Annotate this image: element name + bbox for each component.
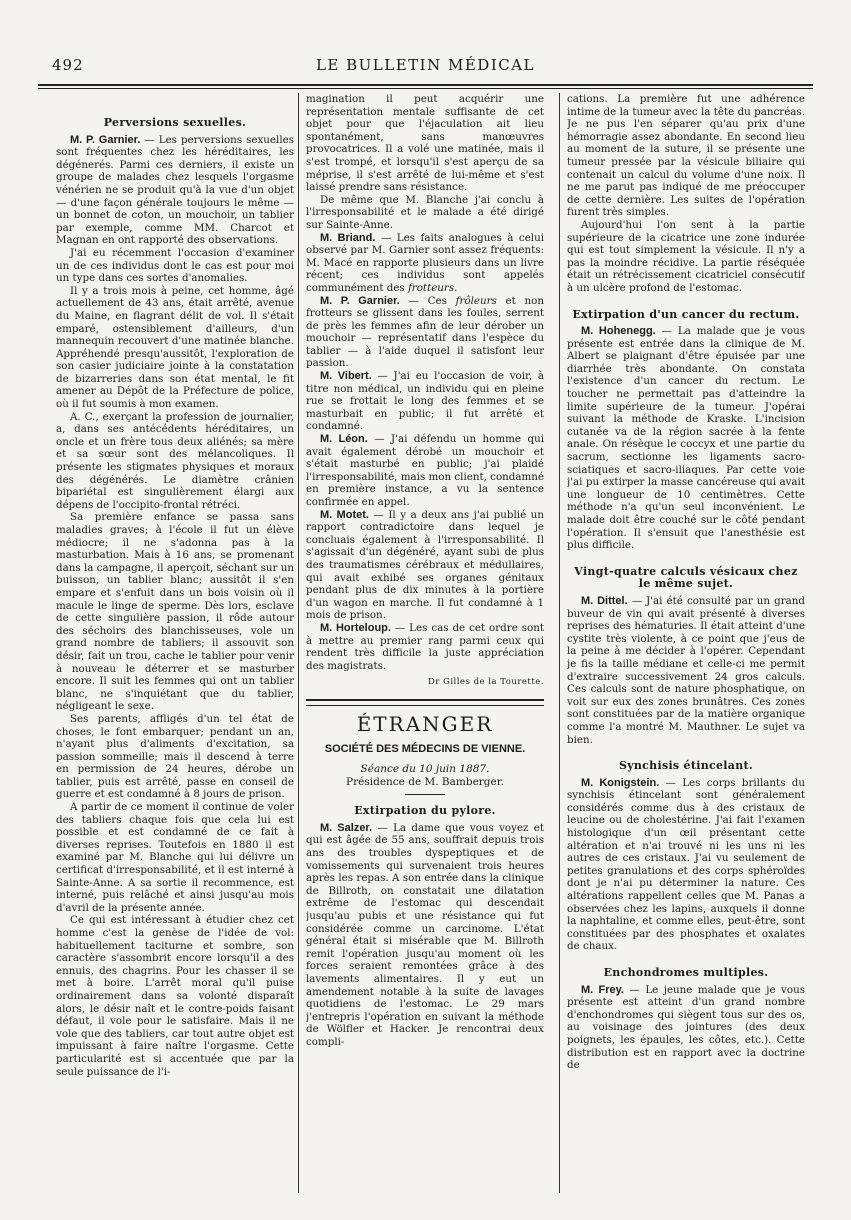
section-heading-etranger: ÉTRANGER	[356, 711, 494, 736]
speaker-name: M. Motet.	[320, 508, 369, 521]
paragraph: cations. La première fut une adhérence intime de la tumeur avec la tête du pancréas. Je ne pus l'en séparer qu'au prix d'une hémorragie assez abondante. En second lieu au moment de la suture, il se présente une tumeur pressée par la vésicule biliaire qui contenait un calcul du volume d'une noix. Il ne me parut pas indiqué de me préoccuper de cette dernière. Les suites de l'opération furent très simples.	[567, 93, 805, 219]
paragraph: Aujourd'hui l'on sent à la partie supérieure de la cicatrice une zone indurée qui est tout simplement la vésicule. Il n'y a pas la moindre récidive. La partie réséquée était un rétrécissement cicatriciel consécutif à un ulcère profond de l'estomac.	[567, 218, 805, 294]
paragraph-text: — Les corps brillants du synchisis étincelant sont généralement considérés comme dus à des cristaux de leucine ou de cholestérine. J'ai fait l'examen histologique d'un œil présentant cette altération et n'ai trouvé ni les uns ni les autres de ces cristaux. J'ai vu seulement de petites granulations et des corps sphéroïdes dont je n'ai pu déterminer la nature. Ces altérations rappellent celles que M. Panas a observées chez les lapins, auxquels il donne la naphtaline, et comme elles, peut-être, sont constituées par des phosphates et oxalates de chaux.	[567, 776, 805, 953]
page-header	[38, 56, 813, 78]
paragraph: A partir de ce moment il continue de voler des tabliers chaque fois que cela lui est possible et est condamné de ce fait à diverses reprises. Toutefois en 1880 il est examiné par M. Blanche qui lui délivre un certificat d'irresponsabilité, et il est interné à Sainte-Anne. A sa sortie il recommence, est interné, puis relâché et ainsi jusqu'au mois d'avril de la présente année.	[56, 801, 294, 914]
paragraph	[567, 777, 805, 953]
paragraph	[306, 295, 544, 371]
speaker-name: M. P. Garnier.	[320, 294, 400, 307]
speaker-name: M. Salzer.	[320, 821, 373, 834]
paragraph-text: — Les perversions sexuelles sont fréquentes chez les héréditaires, les dégénerés. Parmi ces derniers, il existe un groupe de malades chez lesquels l'orgasme vénérien ne se produit qu'à la vue d'un objet — d'une façon générale toujours le même — un bonnet de coton, un mouchoir, un tablier par exemple, comme MM. Charcot et Magnan en ont rapporté des observations.	[56, 133, 294, 247]
paragraph	[567, 325, 805, 552]
section-rule	[306, 705, 544, 706]
paragraph-text: — Il y a deux ans j'ai publié un rapport contradictoire dans lequel je concluais également à l'irresponsabilité. Il s'agissait d'un dégénéré, ayant subi de plus des traumatismes cérébraux et médullaires, qui avait exhibé ses organes génitaux pendant plus de dix minutes à la portière d'un wagon en marche. Il fut condamné à 1 mois de prison.	[306, 508, 544, 622]
presidency: Présidence de M. Bamberger.	[346, 775, 504, 788]
paragraph	[306, 822, 544, 1049]
speaker-name: M. P. Garnier.	[70, 133, 141, 146]
speaker-name: M. Léon.	[320, 433, 368, 446]
section-title: Extirpation du pylore.	[354, 804, 496, 818]
paragraph-text: — J'ai eu l'occasion de voir, à titre non médical, un individu qui en pleine rue se frottait le long des femmes et se masturbait en public; il fut arrêté et condamné.	[306, 370, 544, 433]
paragraph-text: — J'ai défendu un homme qui avait également dérobé un mouchoir et s'était masturbé en public; j'ai plaidé l'irresponsabilité, mais mon client, condamné en première instance, a vu la sentence confirmée en appel.	[306, 433, 544, 508]
paragraph-text: — Ces	[399, 294, 456, 307]
paragraph: Ce qui est intéressant à étudier chez cet homme c'est la genèse de l'idée de vol: habituellement taciturne et sombre, son caractère s'assombrit encore lorsqu'il a des ennuis, des chagrins. Pour les chasser il se met à boire. L'arrêt moral qu'il puise ordinairement dans sa volonté disparaît alors, le désir naît et le contre-poids faisant défaut, il vole pour le satisfaire. Mais il ne vole que des tabliers, car tout autre objet est impuissant à faire naître l'orgasme. Cette particularité est si accentuée que par la seule puissance de l'i-	[56, 914, 294, 1078]
section-title: Perversions sexuelles.	[103, 116, 247, 129]
journal-title: LE BULLETIN MÉDICAL	[315, 56, 536, 74]
speaker-name: M. Hohenegg.	[581, 325, 656, 338]
speaker-name: M. Konigstein.	[581, 776, 660, 789]
society-heading: SOCIÉTÉ DES MÉDECINS DE VIENNE.	[324, 742, 526, 755]
paragraph: Il y a trois mois à peine, cet homme, âgé actuellement de 43 ans, était arrêté, avenue du Maine, en flagrant délit de vol. Il s'était emparé, ostensiblement d'ailleurs, d'un mannequin recouvert d'une matinée blanche. Appréhendé presqu'aussitôt, l'exploration de son casier judiciaire jointe à la constatation de bizarreries dans son état mental, le fit amener au Dépôt de la Préfecture de police, où il fut soumis à mon examen.	[56, 284, 294, 411]
paragraph	[56, 134, 294, 247]
speaker-name: M. Dittel.	[581, 594, 628, 607]
signature: Dr Gilles de la Tourette.	[427, 677, 544, 688]
paragraph: A. C., exerçant la profession de journalier, a, dans ses antécédents héréditaires, un oncle et un frère tous deux aliénés; sa mère et sa sœur sont des mélancoliques. Il présente les stigmates physiques et moraux des dégénérés. Le diamètre crânien bipariétal est singulièrement élargi aux dépens de l'occipito-frontal rétréci.	[56, 410, 294, 511]
paragraph: magination il peut acquérir une représentation mentale suffisante de cet objet pour que l'éjaculation ait lieu spontanément, sans manœuvres provocatrices. Il a volé une matinée, mais il s'est trompé, et lorsqu'il s'est aperçu de sa méprise, il s'est arrêté de lui-même et s'est laissé prendre sans résistance.	[306, 93, 544, 194]
column-2	[306, 93, 544, 1203]
paragraph	[306, 232, 544, 295]
speaker-name: M. Vibert.	[320, 370, 372, 383]
section-title: Enchondromes multiples.	[603, 966, 769, 979]
page-number: 492	[52, 56, 84, 74]
column-1	[56, 93, 294, 1203]
speaker-name: M. Horteloup.	[320, 621, 391, 634]
paragraph-text: — Le jeune malade que je vous présente est atteint d'un grand nombre d'enchondromes qui siègent tous sur des os, au voisinage des jointures (des deux poignets, les épaules, les côtes, etc.). Cette distribution est en rapport avec la doctrine de	[567, 983, 805, 1072]
emphasis: frôleurs	[455, 294, 497, 307]
paragraph-text: — La dame que vous voyez et qui est âgée de 55 ans, souffrait depuis trois ans des troubles dyspeptiques et de vomissements qui survenaient trois heures après les repas. A son entrée dans la clinique de Billroth, on constatait une dilatation extrême de l'estomac qui descendait jusqu'au pubis et une résistance qui fut considérée comme un carcinome. L'état général était si misérable que M. Billroth remit l'opération jusqu'au moment où les forces seraient remontées grâce à des lavements alimentaires. Il y eut un amendement notable à la suite de lavages quotidiens de l'estomac. Le 29 mars j'entrepris l'opération en suivant la méthode de Wölfler et Hacker. Je rencontrai deux compli-	[306, 821, 544, 1048]
session-date: Séance du 10 juin 1887.	[360, 763, 490, 776]
paragraph-text: — La malade que je vous présente est entrée dans la clinique de M. Albert se plaignant d'être épuisée par une diarrhée très abondante. On constata l'existence d'un cancer du rectum. Le toucher ne permettait pas d'atteindre la limite supérieure de la tumeur. J'opérai suivant la méthode de Kraske. L'incision cutanée va de la région sacrée à la fente anale. On résèque le coccyx et une partie du sacrum, sectionne les ligaments sacro-sciatiques et sacro-iliaques. Par cette voie j'ai pu extirper la masse cancéreuse qui avait une longueur de 10 centimètres. Cette méthode n'a qu'un seul inconvénient. Le malade doit être couché sur le côté pendant l'opération. Il s'ensuit que l'anesthésie est plus difficile.	[567, 325, 805, 552]
paragraph	[306, 622, 544, 672]
section-rule	[306, 699, 544, 701]
paragraph-text: — Les faits analogues à celui observé par M. Garnier sont assez fréquents: M. Macé en rapporte plusieurs dans un livre récent; ces individus sont appelés communément des	[306, 231, 544, 294]
speaker-name: M. Briand.	[320, 231, 376, 244]
paragraph	[567, 984, 805, 1072]
paragraph-text: — Les cas de cet ordre sont à mettre au premier rang parmi ceux qui rendent très difficile la juste appréciation des magistrats.	[306, 621, 544, 672]
paragraph-text: et non frotteurs se glissent dans les foules, serrent de près les femmes afin de leur dérober un mouchoir — représentatif dans l'espèce du tablier — à l'aide duquel il satisfont leur passion.	[306, 294, 544, 370]
section-title: Synchisis étincelant.	[618, 759, 754, 773]
paragraph	[567, 595, 805, 746]
paragraph	[306, 370, 544, 433]
paragraph	[306, 433, 544, 509]
paragraph: De même que M. Blanche j'ai conclu à l'irresponsabilité et le malade a été dirigé sur Sainte-Anne.	[306, 193, 544, 231]
column-divider	[559, 93, 560, 1193]
paragraph-text: — J'ai été consulté par un grand buveur de vin qui avait présenté à diverses reprises des hématuries. Il était atteint d'une cystite très violente, à ce point que j'eus de la peine à me décider à l'opérer. Cependant je fis la taille médiane et celle-ci me permit d'extraire successivement 24 gros calculs. Ces calculs sont de nature phosphatique, on voit sur eux des zones brunâtres. Ces zones sont constituées par de la matière organique comme l'a montré M. Mauthner. Le sujet va bien.	[567, 594, 805, 746]
paragraph: Ses parents, affligés d'un tel état de choses, le font embarquer; pendant un an, n'ayant plus d'aliments d'excitation, sa passion sommeille; mais il descend à terre en permission de 24 heures, dérobe un tablier, puis est arrêté, passe en conseil de guerre et est condamné à 8 jours de prison.	[56, 712, 294, 801]
paragraph	[306, 509, 544, 622]
header-rule	[38, 84, 813, 89]
speaker-name: M. Frey.	[581, 983, 624, 996]
column-3	[567, 93, 805, 1203]
short-divider	[405, 794, 445, 795]
emphasis: frotteurs	[408, 281, 455, 294]
paragraph: Sa première enfance se passa sans maladies graves; à l'école il fut un élève médiocre; il ne s'adonna pas à la masturbation. Mais à 16 ans, se promenant dans la campagne, il aperçoit, séchant sur un buisson, un tablier blanc; aussitôt il s'en empare et s'enfuit dans un bois voisin où il macule le linge de sperme. Dès lors, esclave de cette singulière passion, il rôde autour des séchoirs des blanchisseuses, vole un grand nombre de tabliers; il assouvit son désir, fait un trou, cache le tablier pour venir à nouveau le déterrer et se masturber encore. Il suit les femmes qui ont un tablier blanc, ne s'inquiétant que du tablier, négligeant le sexe.	[56, 511, 294, 713]
column-divider	[298, 93, 299, 1193]
paragraph-text: .	[454, 281, 458, 294]
section-title: Vingt-quatre calculs vésicaux chez le même sujet.	[574, 564, 798, 591]
paragraph: J'ai eu récemment l'occasion d'examiner un de ces individus dont le cas est pour moi un type dans ces sortes d'anomalies.	[56, 246, 294, 285]
section-title: Extirpation d'un cancer du rectum.	[572, 307, 800, 321]
